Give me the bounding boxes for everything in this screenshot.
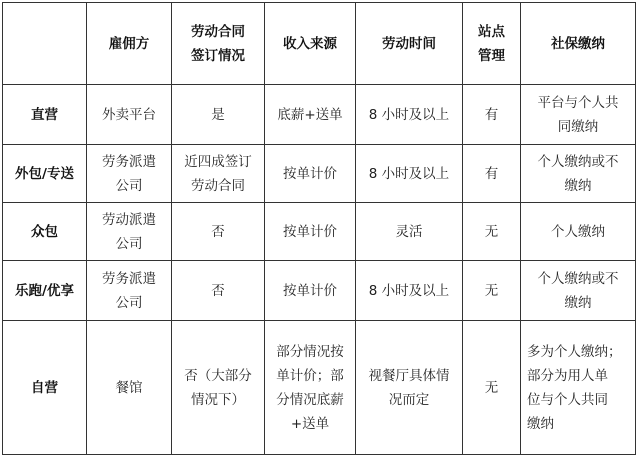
table-wrapper [2, 2, 636, 455]
cell-contract: 否 [172, 261, 265, 321]
cell-hours: 8 小时及以上 [356, 85, 463, 145]
cell-employer: 劳务派遣 公司 [87, 261, 172, 321]
table-row [3, 321, 636, 455]
cell-social-security: 个人缴纳 [521, 203, 636, 261]
cell-social-security: 个人缴纳或不 缴纳 [521, 145, 636, 203]
cell-income: 按单计价 [265, 145, 356, 203]
cell-employer: 外卖平台 [87, 85, 172, 145]
table-row [3, 85, 636, 145]
cell-contract: 否（大部分 情况下） [172, 321, 265, 455]
cell-station: 有 [463, 145, 521, 203]
header-cell-contract: 劳动合同 签订情况 [172, 3, 265, 85]
row-label: 众包 [3, 203, 87, 261]
header-cell-employer: 雇佣方 [87, 3, 172, 85]
row-label: 自营 [3, 321, 87, 455]
cell-hours: 8 小时及以上 [356, 145, 463, 203]
header-cell-corner [3, 3, 87, 85]
cell-station: 无 [463, 261, 521, 321]
cell-station: 无 [463, 321, 521, 455]
header-row [3, 3, 636, 85]
cell-income: 按单计价 [265, 203, 356, 261]
cell-hours: 灵活 [356, 203, 463, 261]
cell-social-security: 多为个人缴纳； 部分为用人单 位与个人共同 缴纳 [521, 321, 636, 455]
row-label: 乐跑/优享 [3, 261, 87, 321]
cell-employer: 劳务派遣 公司 [87, 145, 172, 203]
cell-social-security: 平台与个人共 同缴纳 [521, 85, 636, 145]
employment-comparison-table [2, 2, 636, 455]
cell-contract: 否 [172, 203, 265, 261]
cell-social-security: 个人缴纳或不 缴纳 [521, 261, 636, 321]
cell-hours: 8 小时及以上 [356, 261, 463, 321]
header-cell-hours: 劳动时间 [356, 3, 463, 85]
header-cell-social-security: 社保缴纳 [521, 3, 636, 85]
cell-hours: 视餐厅具体情 况而定 [356, 321, 463, 455]
cell-employer: 餐馆 [87, 321, 172, 455]
table-row [3, 203, 636, 261]
row-label: 直营 [3, 85, 87, 145]
header-cell-station: 站点 管理 [463, 3, 521, 85]
table-row [3, 261, 636, 321]
cell-income: 部分情况按 单计价；部 分情况底薪 +送单 [265, 321, 356, 455]
row-label: 外包/专送 [3, 145, 87, 203]
table-row [3, 145, 636, 203]
cell-contract: 是 [172, 85, 265, 145]
cell-employer: 劳动派遣 公司 [87, 203, 172, 261]
cell-income: 底薪+送单 [265, 85, 356, 145]
cell-contract: 近四成签订 劳动合同 [172, 145, 265, 203]
cell-income: 按单计价 [265, 261, 356, 321]
header-cell-income: 收入来源 [265, 3, 356, 85]
cell-station: 无 [463, 203, 521, 261]
cell-station: 有 [463, 85, 521, 145]
